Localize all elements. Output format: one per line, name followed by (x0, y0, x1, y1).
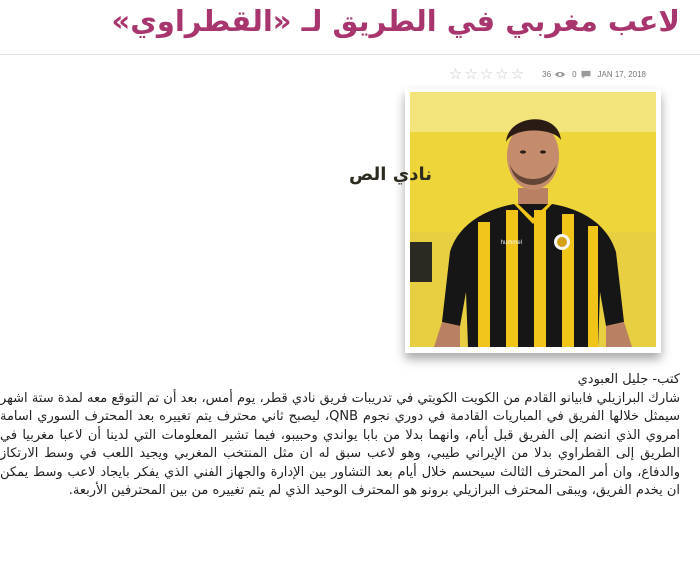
article-byline: كتب- جليل العبودي (577, 372, 680, 387)
star-icon[interactable]: ☆ (510, 66, 525, 83)
article-body (0, 371, 680, 501)
article-photo[interactable] (348, 89, 661, 353)
views-count: 36 (542, 70, 552, 79)
article-title: لاعب مغربي في الطريق لـ «القطراوي» (111, 4, 680, 38)
article-meta (449, 67, 646, 82)
player-photo (348, 92, 656, 347)
banner-text: نادي الص (348, 164, 432, 185)
comments-meta[interactable] (572, 70, 591, 79)
star-icon[interactable]: ☆ (479, 66, 494, 83)
kit-brand: hummel (500, 240, 522, 246)
article-text: شارك البرازيلي فابيانو القادم من الكويت الكويتي في تدريبات فريق نادي قطر، يوم أمس، بعد أن تم التوقع معه لمدة ستة اشهر سيمثل خلالها الفريق في المباريات القادمة في دوري نجوم QNB، ليصبح ثاني محترف يتم تغييره بعد المحترف السوري اسامة امروي الذي انضم إلى الفريق قبل أيام، وانهما بدلا من بابا يواندي وحبيبو، فيما تشير المعلومات التي لدينا أن لاعبا مغربيا في الطريق إلى القطراوي بدلا من الإيراني طيبي، وهو لاعب سبق له ان مثل المنتخب المغربي ويجيد اللعب في وسط الارتكاز والدفاع، وان أمر المحترف الثالث سيحسم خلال أيام بعد التشاور بين الإدارة والجهاز الفني الذي يفكر بايجاد لاعب وسط يمكن ان يخدم الفريق، ويبقى المحترف البرازيلي برونو هو المحترف الوحيد الذي لم يتم تغييره من بين المحترفين الأربعة. (0, 390, 681, 498)
star-icon[interactable]: ☆ (448, 66, 463, 83)
views-meta (542, 70, 566, 79)
comment-icon[interactable] (580, 70, 592, 79)
title-divider (0, 54, 700, 55)
star-icon[interactable]: ☆ (464, 66, 478, 83)
comments-count: 0 (572, 70, 577, 79)
eye-icon (554, 70, 566, 79)
date-meta (598, 70, 646, 79)
rating-stars[interactable] (449, 67, 524, 82)
publish-date: JAN 17, 2018 (597, 70, 646, 79)
star-icon[interactable]: ☆ (495, 66, 509, 83)
